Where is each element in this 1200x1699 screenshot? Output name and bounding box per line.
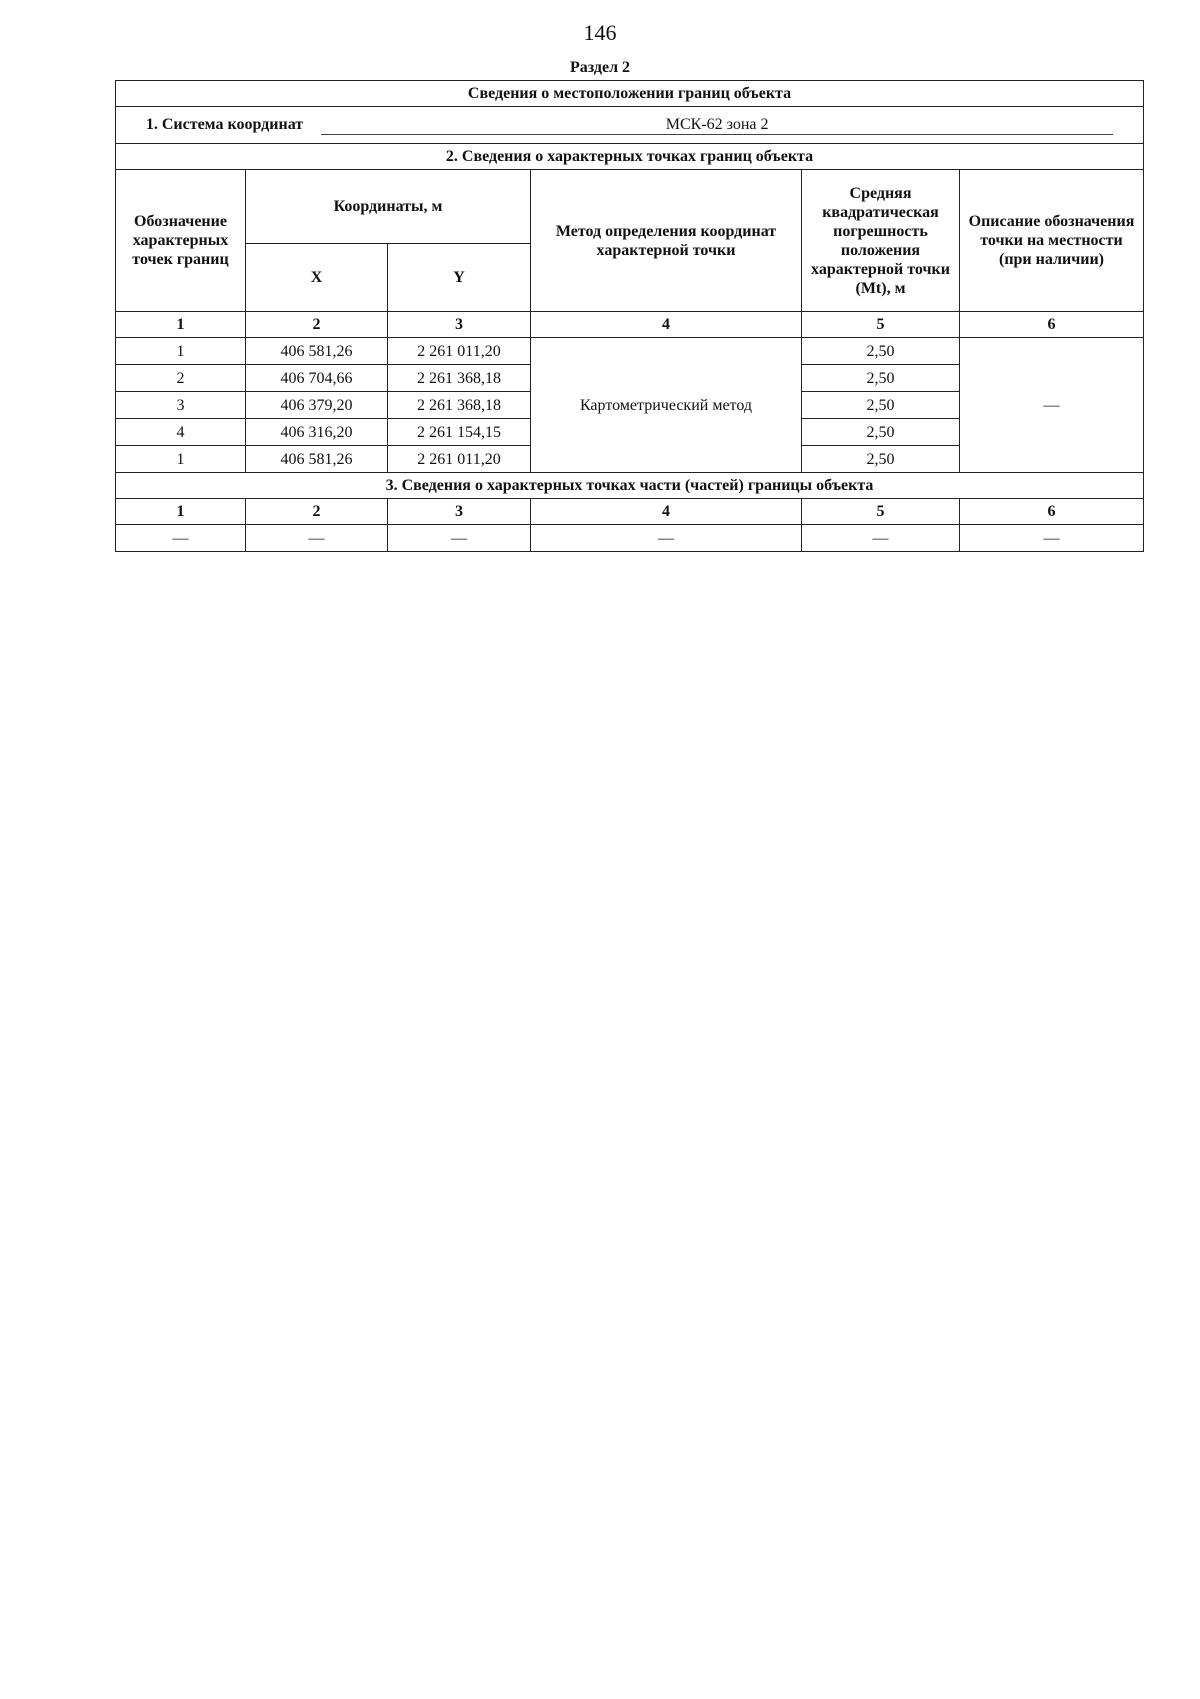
col-number: 5 [802, 499, 960, 525]
dash-cell: — [531, 525, 802, 552]
column-numbers-row [116, 312, 1144, 338]
col-number: 1 [116, 312, 246, 338]
points-title-row [116, 144, 1144, 170]
coord-system-row [116, 107, 1144, 144]
parts-column-numbers-row [116, 499, 1144, 525]
cell-error: 2,50 [802, 446, 960, 473]
dash-cell: — [802, 525, 960, 552]
table-title: Сведения о местоположении границ объекта [116, 81, 1144, 107]
table-row [116, 338, 1144, 365]
cell-x: 406 581,26 [246, 338, 388, 365]
cell-y: 2 261 011,20 [388, 446, 531, 473]
points-title: 2. Сведения о характерных точках границ объекта [116, 144, 1144, 170]
cell-point: 1 [116, 338, 246, 365]
dash-cell: — [960, 525, 1144, 552]
cell-y: 2 261 368,18 [388, 365, 531, 392]
cell-point: 1 [116, 446, 246, 473]
cell-x: 406 581,26 [246, 446, 388, 473]
col-number: 3 [388, 499, 531, 525]
parts-title-row [116, 473, 1144, 499]
col-number: 1 [116, 499, 246, 525]
section-title: Раздел 2 [569, 59, 631, 76]
cell-error: 2,50 [802, 392, 960, 419]
cell-y: 2 261 368,18 [388, 392, 531, 419]
header-x: X [246, 244, 388, 312]
dash-cell: — [388, 525, 531, 552]
cell-x: 406 316,20 [246, 419, 388, 446]
coord-system-value: МСК-62 зона 2 [321, 115, 1113, 135]
col-number: 2 [246, 312, 388, 338]
col-number: 5 [802, 312, 960, 338]
header-y: Y [388, 244, 531, 312]
cell-point: 4 [116, 419, 246, 446]
cell-point: 3 [116, 392, 246, 419]
cell-error: 2,50 [802, 338, 960, 365]
coord-system-cell [116, 107, 1144, 144]
cell-error: 2,50 [802, 419, 960, 446]
col-number: 6 [960, 312, 1144, 338]
col-number: 4 [531, 499, 802, 525]
cell-description: — [960, 338, 1144, 473]
col-number: 6 [960, 499, 1144, 525]
parts-empty-row [116, 525, 1144, 552]
page-number: 146 [583, 20, 617, 45]
col-number: 3 [388, 312, 531, 338]
cell-method: Картометрический метод [531, 338, 802, 473]
header-coordinates: Координаты, м [246, 170, 531, 244]
cell-y: 2 261 011,20 [388, 338, 531, 365]
col-number: 2 [246, 499, 388, 525]
header-error: Средняя квадратическая погрешность положения характерной точки (Mt), м [802, 170, 960, 312]
boundary-table [115, 80, 1144, 552]
col-number: 4 [531, 312, 802, 338]
cell-x: 406 379,20 [246, 392, 388, 419]
coord-system-label: 1. Система координат [145, 116, 304, 133]
header-row-1 [116, 170, 1144, 244]
dash-cell: — [246, 525, 388, 552]
table-title-row [116, 81, 1144, 107]
header-designation: Обозначение характерных точек границ [116, 170, 246, 312]
cell-x: 406 704,66 [246, 365, 388, 392]
dash-cell: — [116, 525, 246, 552]
cell-error: 2,50 [802, 365, 960, 392]
header-description: Описание обозначения точки на местности (при наличии) [960, 170, 1144, 312]
cell-point: 2 [116, 365, 246, 392]
cell-y: 2 261 154,15 [388, 419, 531, 446]
parts-title: 3. Сведения о характерных точках части (частей) границы объекта [116, 473, 1144, 499]
header-method: Метод определения координат характерной точки [531, 170, 802, 312]
